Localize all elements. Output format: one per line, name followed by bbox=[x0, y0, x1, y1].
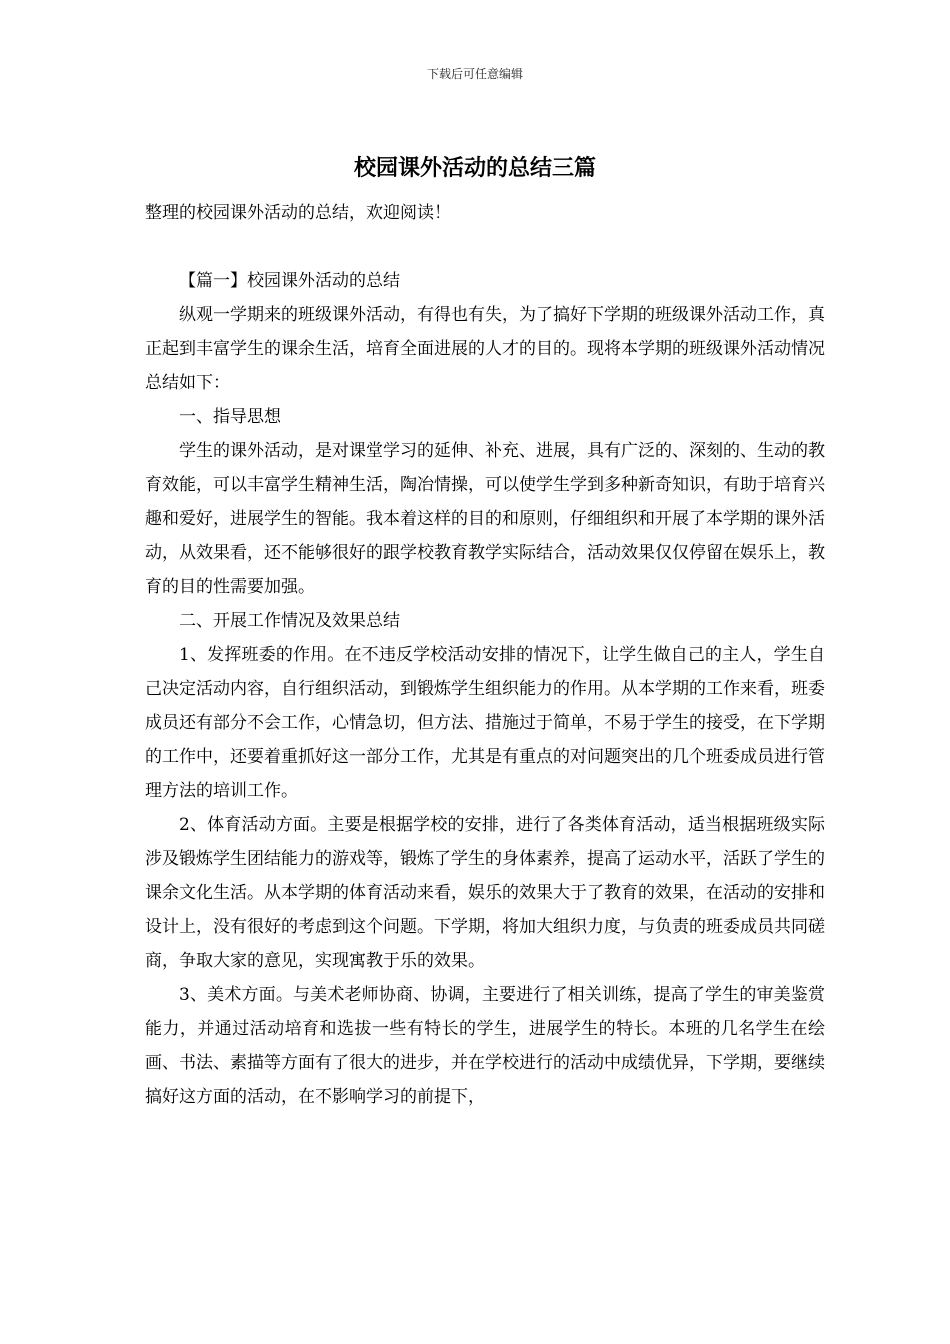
page-header-note: 下载后可任意编辑 bbox=[426, 67, 523, 81]
section-heading-part-one: 【篇一】校园课外活动的总结 bbox=[179, 271, 400, 291]
section-heading-guiding-idea: 一、指导思想 bbox=[179, 407, 281, 427]
document-title: 校园课外活动的总结三篇 bbox=[353, 155, 596, 181]
paragraph-art: 3、美术方面。与美术老师协商、协调，主要进行了相关训练，提高了学生的审美鉴赏能力，并通过活动培育和选拔一些有特长的学生，进展学生的特长。本班的几名学生在绘画、书法、素描等方面有了很大的进步，并在学校进行的活动中成绩优异，下学期，要继续搞好这方面的活动，在不影响学习的前提下， bbox=[145, 985, 825, 1107]
document-body bbox=[145, 264, 825, 1114]
section-heading-work-summary: 二、开展工作情况及效果总结 bbox=[179, 611, 400, 631]
paragraph-guiding-idea: 学生的课外活动，是对课堂学习的延伸、补充、进展，具有广泛的、深刻的、生动的教育效能，可以丰富学生精神生活，陶冶情操，可以使学生学到多种新奇知识，有助于培育兴趣和爱好，进展学生的智能。我本着这样的目的和原则，仔细组织和开展了本学期的课外活动，从效果看，还不能够很好的跟学校教育教学实际结合，活动效果仅仅停留在娱乐上，教育的目的性需要加强。 bbox=[145, 441, 825, 597]
document-intro: 整理的校园课外活动的总结，欢迎阅读！ bbox=[145, 203, 451, 223]
paragraph-class-committee: 1、发挥班委的作用。在不违反学校活动安排的情况下，让学生做自己的主人，学生自己决定活动内容，自行组织活动，到锻炼学生组织能力的作用。从本学期的工作来看，班委成员还有部分不会工作，心情急切，但方法、措施过于简单，不易于学生的接受，在下学期的工作中，还要着重抓好这一部分工作，尤其是有重点的对问题突出的几个班委成员进行管理方法的培训工作。 bbox=[145, 645, 825, 801]
paragraph-sports: 2、体育活动方面。主要是根据学校的安排，进行了各类体育活动，适当根据班级实际涉及锻炼学生团结能力的游戏等，锻炼了学生的身体素养，提高了运动水平，活跃了学生的课余文化生活。从本学期的体育活动来看，娱乐的效果大于了教育的效果，在活动的安排和设计上，没有很好的考虑到这个问题。下学期，将加大组织力度，与负责的班委成员共同磋商，争取大家的意见，实现寓教于乐的效果。 bbox=[145, 815, 825, 971]
paragraph-overview: 纵观一学期来的班级课外活动，有得也有失，为了搞好下学期的班级课外活动工作，真正起到丰富学生的课余生活，培育全面进展的人才的目的。现将本学期的班级课外活动情况总结如下： bbox=[145, 305, 825, 393]
